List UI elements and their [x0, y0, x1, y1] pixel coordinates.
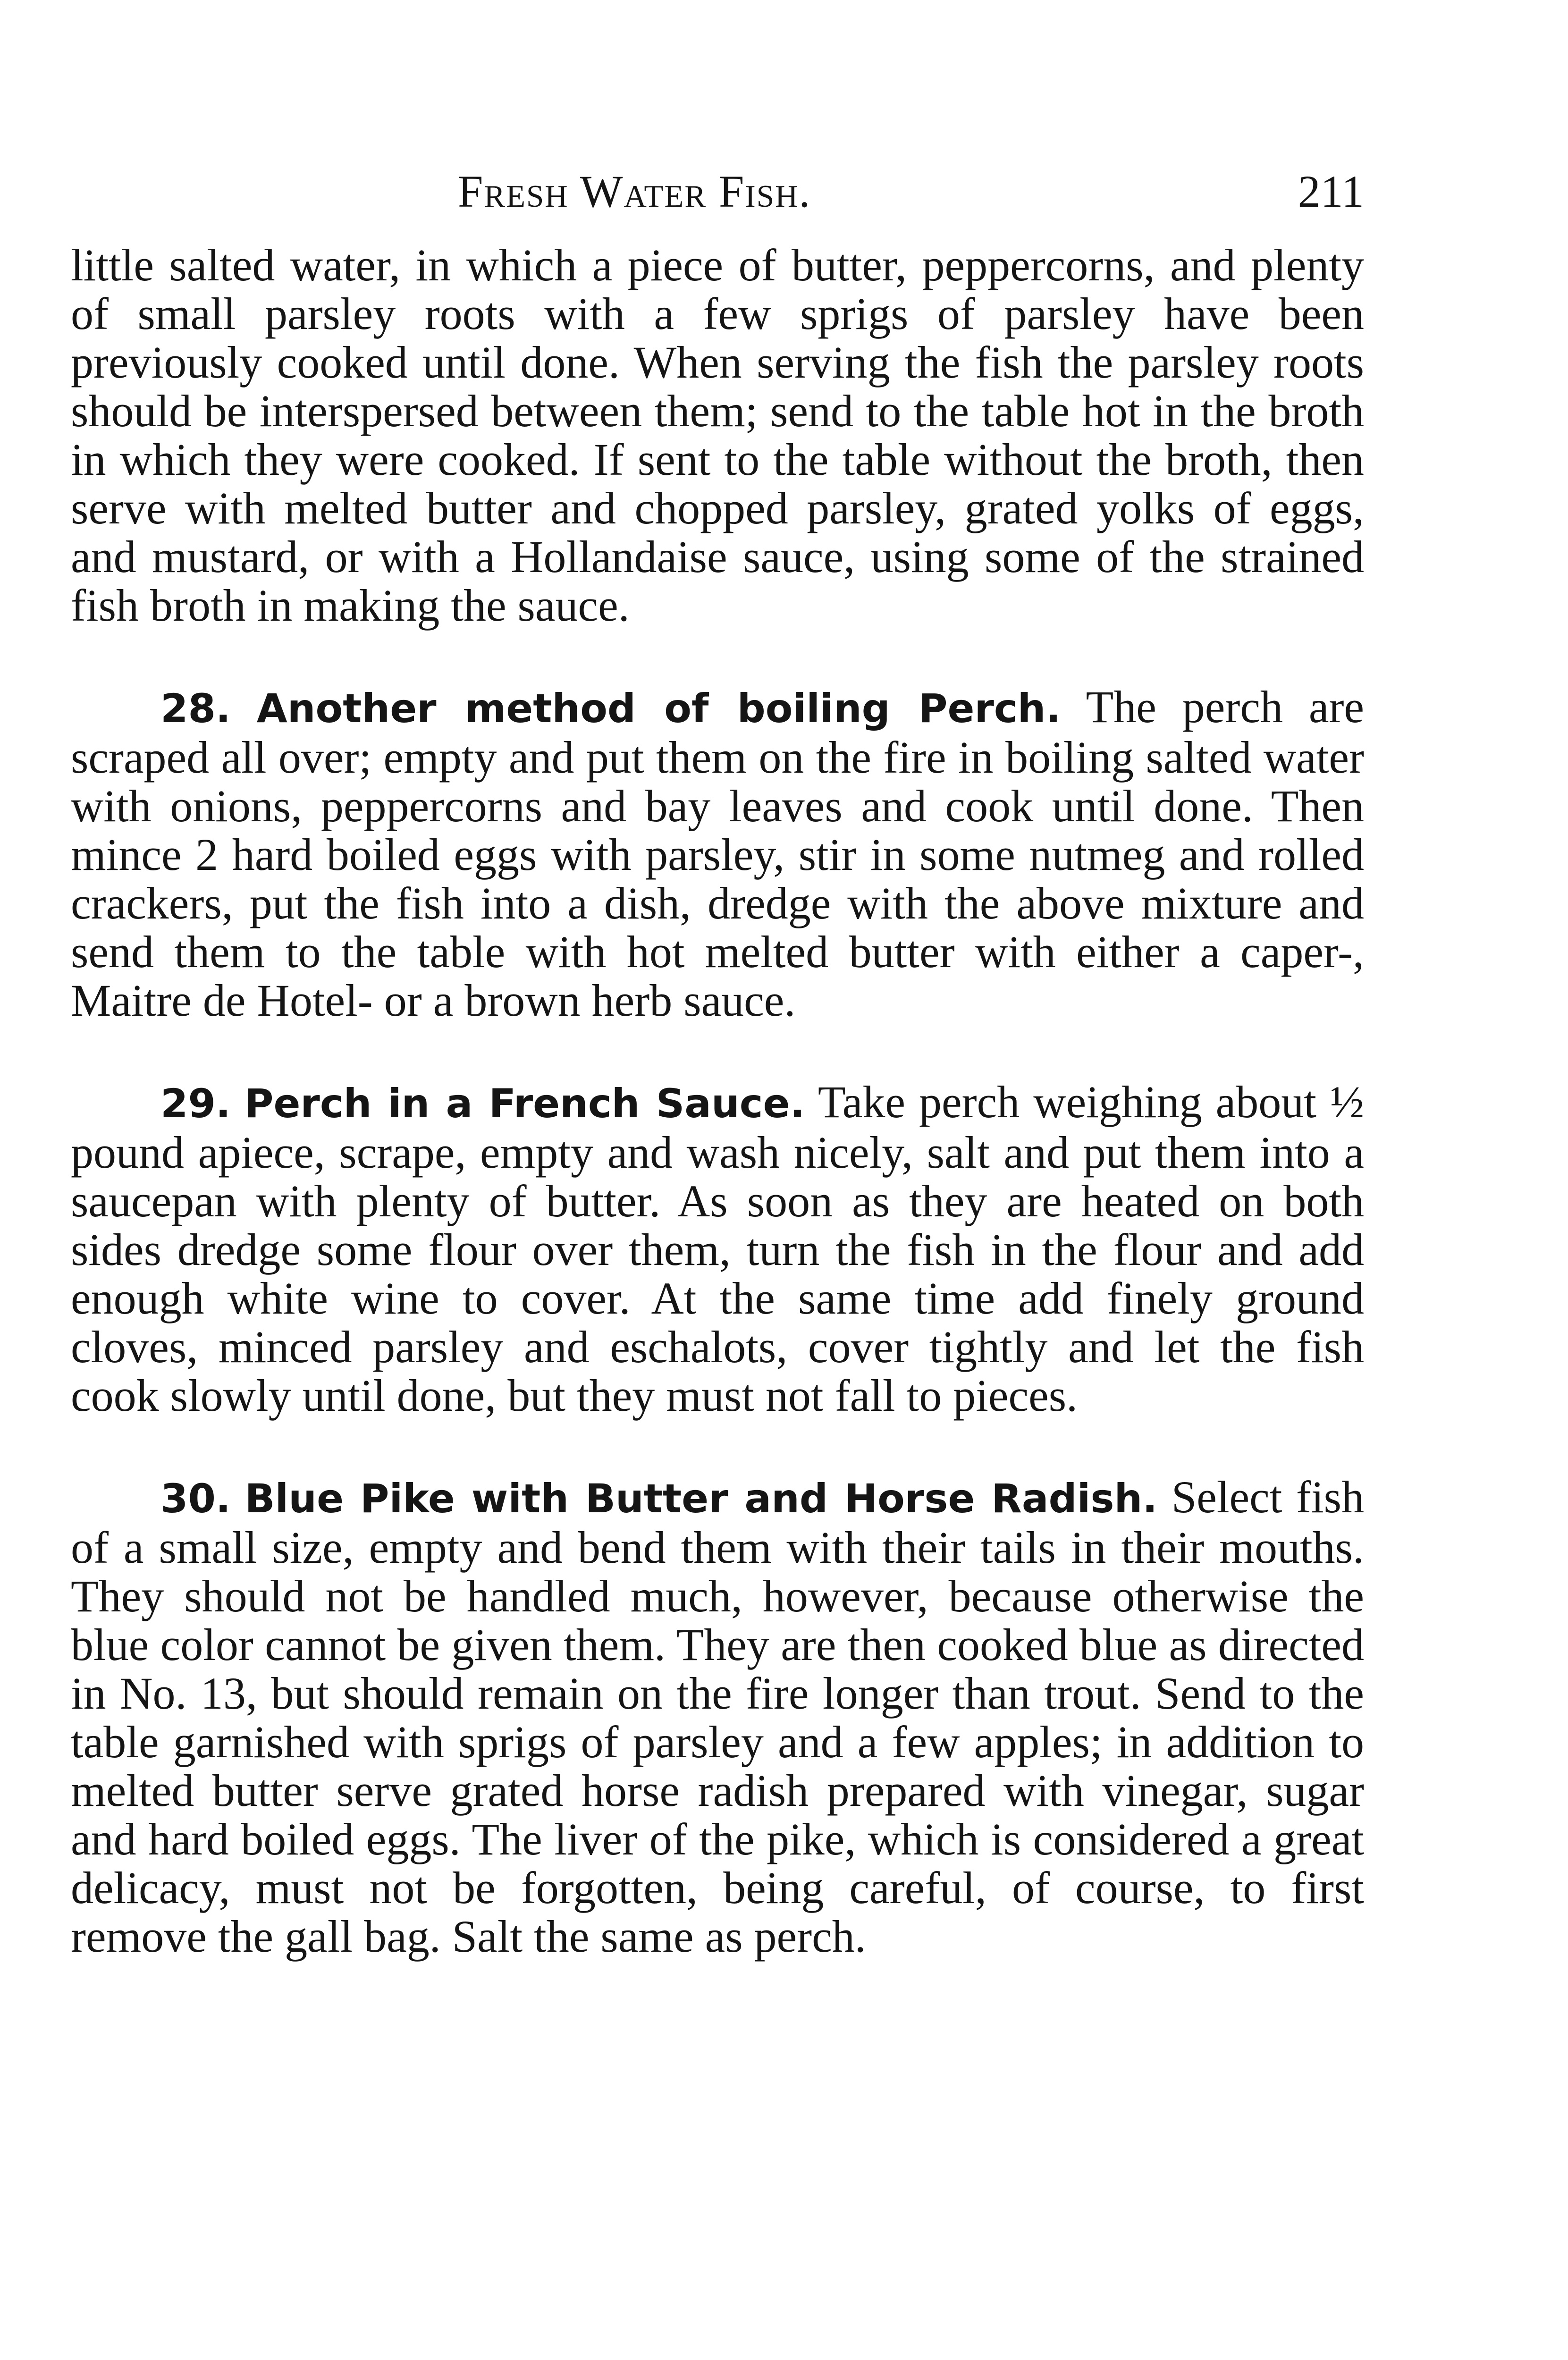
- page-header: [71, 160, 1364, 222]
- recipe-28: [71, 683, 1364, 1025]
- recipe-title: Perch in a French Sauce.: [244, 1080, 805, 1127]
- recipe-title: Another method of boiling Perch.: [256, 685, 1061, 732]
- book-page: [71, 160, 1364, 1961]
- recipe-text: Take perch weighing about ½ pound apiece, scrape, empty and wash nicely, salt and put them into a saucepan with plenty of butter. As soon as they are heated on both sides dredge some flour over them, turn the fish in the flour and add enough white wine to cover. At the same time add finely ground cloves, minced parsley and eschalots, cover tightly and let the fish cook slowly until done, but they must not fall to pieces.: [71, 1077, 1365, 1421]
- running-head: Fresh Water Fish.: [458, 166, 811, 217]
- recipe-title: Blue Pike with Butter and Horse Radish.: [244, 1475, 1158, 1522]
- recipe-number: 29.: [160, 1080, 231, 1127]
- recipe-number: 30.: [160, 1475, 231, 1522]
- recipe-number: 28.: [160, 685, 231, 732]
- recipe-30: [71, 1473, 1364, 1961]
- recipe-text: Select fish of a small size, empty and bend them with their tails in their mouths. They should not be handled much, however, because otherwise the blue color cannot be given them. They are then cooked blue as directed in No. 13, but should remain on the fire longer than trout. Send to the table garnished with sprigs of parsley and a few apples; in addition to melted butter serve grated horse radish prepared with vinegar, sugar and hard boiled eggs. The liver of the pike, which is considered a great delicacy, must not be forgotten, being careful, of course, to first remove the gall bag. Salt the same as perch.: [71, 1472, 1365, 1962]
- recipe-text: The perch are scraped all over; empty and put them on the fire in boiling salted water with onions, peppercorns and bay leaves and cook until done. Then mince 2 hard boiled eggs with parsley, stir in some nutmeg and rolled crackers, put the fish into a dish, dredge with the above mixture and send them to the table with hot melted butter with either a caper-, Maitre de Hotel- or a brown herb sauce.: [71, 682, 1365, 1026]
- recipe-29: [71, 1078, 1364, 1420]
- page-number: 211: [1298, 166, 1364, 217]
- continued-paragraph: little salted water, in which a piece of butter, peppercorns, and plenty of small parsley roots with a few sprigs of parsley have been previously cooked until done. When serving the fish the parsley roots should be interspersed between them; send to the table hot in the broth in which they were cooked. If sent to the table without the broth, then serve with melted butter and chopped parsley, grated yolks of eggs, and mustard, or with a Hollandaise sauce, using some of the strained fish broth in making the sauce.: [71, 240, 1364, 631]
- page-body: [71, 241, 1364, 1961]
